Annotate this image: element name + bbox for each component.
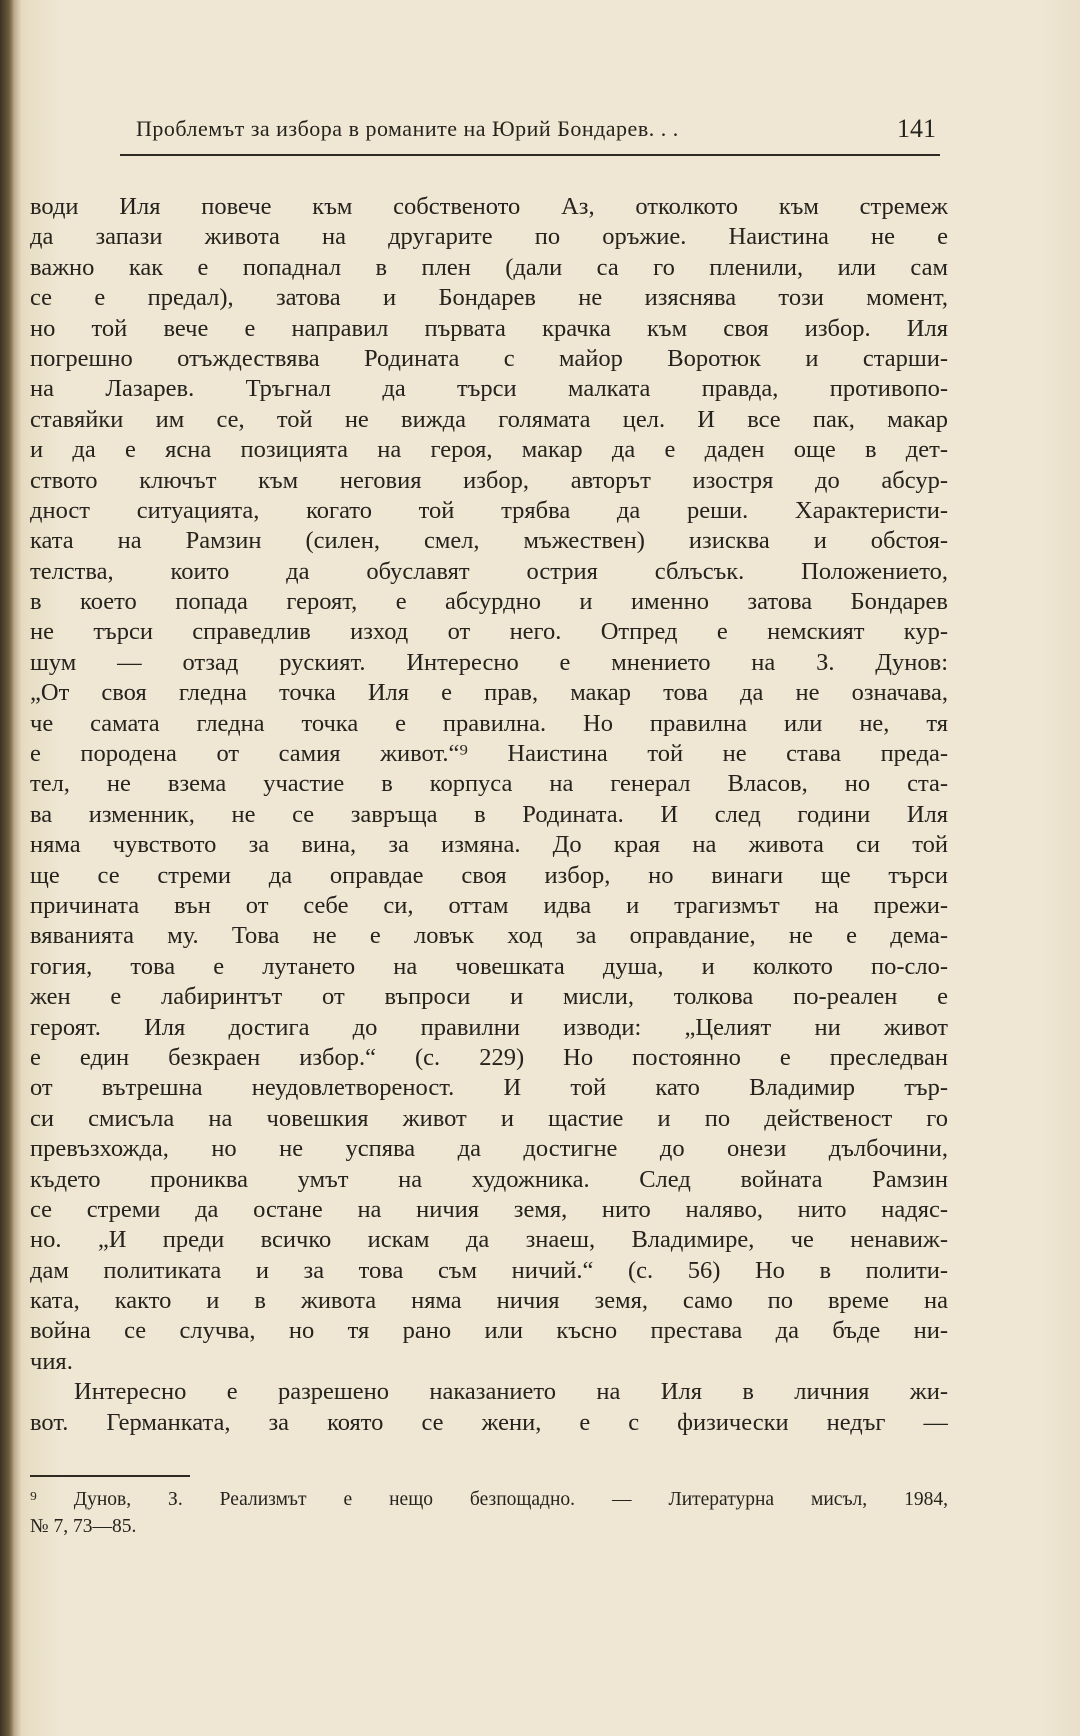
text-line: гогия, това е лутането на човешката душа, и колкото по-сло- xyxy=(30,952,948,980)
footnote xyxy=(30,1486,948,1540)
text-line: не търси справедлив изход от него. Отпред е немският кур- xyxy=(30,618,948,646)
text-line: „От своя гледна точка Иля е прав, макар това да не означава, xyxy=(30,679,948,707)
text-line: важно как е попаднал в плен (дали са го пленили, или сам xyxy=(30,253,948,281)
text-line: е породена от самия живот.“⁹ Наистина той не става преда- xyxy=(30,740,948,768)
running-title: Проблемът за избора в романите на Юрий Бондарев. . . xyxy=(136,116,679,141)
text-line: превъзхожда, но не успява да достигне до онези дълбочини, xyxy=(30,1135,948,1163)
text-line: вот. Германката, за която се жени, е с физически недъг — xyxy=(30,1408,948,1436)
footnote-rule xyxy=(30,1475,190,1477)
text-line: чия. xyxy=(30,1347,73,1375)
text-line: ката на Рамзин (силен, смел, мъжествен) изисква и обстоя- xyxy=(30,527,948,555)
text-line: се е предал), затова и Бондарев не изяснява този момент, xyxy=(30,284,948,312)
text-line: ставяйки им се, той не вижда голямата цел. И все пак, макар xyxy=(30,405,948,433)
text-line: Интересно е разрешено наказанието на Иля в личния жи- xyxy=(74,1378,948,1406)
page-number: 141 xyxy=(897,114,936,143)
text-line: където прониква умът на художника. След войната Рамзин xyxy=(30,1165,948,1193)
text-line: героят. Иля достига до правилни изводи: „Целият ни живот xyxy=(30,1013,948,1041)
text-line: ката, както и в живота няма ничия земя, само по време на xyxy=(30,1287,948,1315)
text-line: шум — отзад руският. Интересно е мнението на З. Дунов: xyxy=(30,648,948,676)
text-line: вяванията му. Това не е ловък ход за оправдание, не е дема- xyxy=(30,922,948,950)
text-line: жен е лабиринтът от въпроси и мисли, толкова по-реален е xyxy=(30,983,948,1011)
text-line: се стреми да остане на ничия земя, нито наляво, нито надяс- xyxy=(30,1195,948,1223)
body-text xyxy=(30,192,948,1438)
text-line: в което попада героят, е абсурдно и именно затова Бондарев xyxy=(30,588,948,616)
text-line: дност ситуацията, когато той трябва да реши. Характеристи- xyxy=(30,496,948,524)
text-line: но. „И преди всичко искам да знаеш, Владимире, че ненавиж- xyxy=(30,1226,948,1254)
header-rule xyxy=(120,154,940,156)
text-line: от вътрешна неудовлетвореност. И той като Владимир тър- xyxy=(30,1074,948,1102)
text-line: води Иля повече към собственото Аз, отколкото към стремеж xyxy=(30,193,948,220)
page-header xyxy=(120,112,940,156)
text-line: няма чувството за вина, за измяна. До края на живота си той xyxy=(30,831,948,859)
text-line: ва изменник, не се завръща в Родината. И след години Иля xyxy=(30,800,948,828)
text-line: е един безкраен избор.“ (с. 229) Но постоянно е преследван xyxy=(30,1043,948,1071)
book-spine-shadow xyxy=(0,0,14,1736)
text-line: ството ключът към неговия избор, авторът изостря до абсур- xyxy=(30,466,948,494)
footnote-line: № 7, 73—85. xyxy=(30,1516,137,1537)
text-line: на Лазарев. Тръгнал да търси малката правда, противопо- xyxy=(30,375,948,403)
text-line: причината вън от себе си, оттам идва и трагизмът на прежи- xyxy=(30,891,948,919)
footnote-line: ⁹ Дунов, З. Реализмът е нещо безпощадно. — Литературна мисъл, 1984, xyxy=(30,1489,948,1510)
text-line: ще се стреми да оправдае своя избор, но винаги ще търси xyxy=(30,861,948,889)
text-line: погрешно отъждествява Родината с майор Воротюк и старши- xyxy=(30,344,948,372)
text-line: дам политиката и за това съм ничий.“ (с. 56) Но в полити- xyxy=(30,1256,948,1284)
text-line: но той вече е направил първата крачка към своя избор. Иля xyxy=(30,314,948,342)
text-line: и да е ясна позицията на героя, макар да е даден още в дет- xyxy=(30,436,948,464)
text-line: война се случва, но тя рано или късно престава да бъде ни- xyxy=(30,1317,948,1345)
text-line: телства, които да обуславят острия сблъсък. Положението, xyxy=(30,557,948,585)
text-line: си смисъла на човешкия живот и щастие и по действеност го xyxy=(30,1104,948,1132)
text-line: тел, не взема участие в корпуса на генерал Власов, но ста- xyxy=(30,770,948,798)
text-line: че самата гледна точка е правилна. Но правилна или не, тя xyxy=(30,709,948,737)
text-line: да запази живота на другарите по оръжие. Наистина не е xyxy=(30,223,948,251)
